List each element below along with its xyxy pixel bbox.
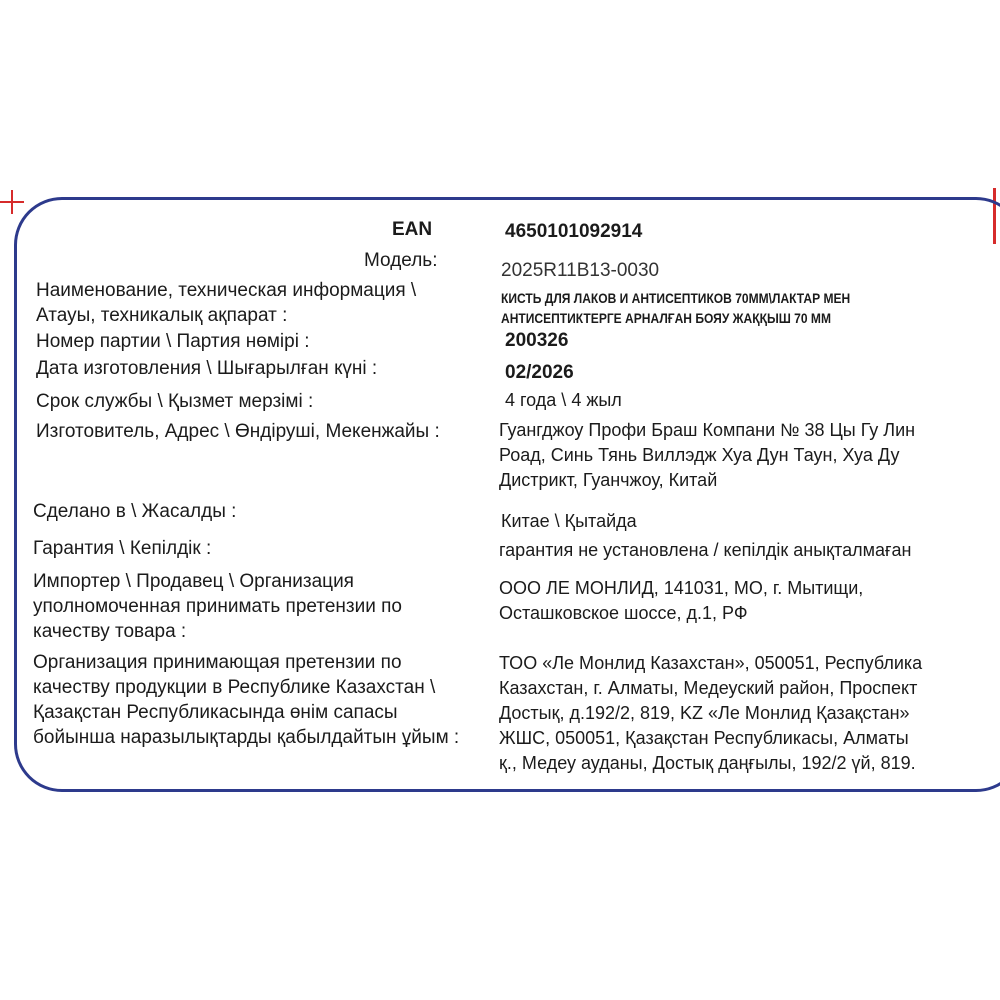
kz-org-value-line-3: Достық, д.192/2, 819, KZ «Ле Монлид Қазақстан»: [499, 703, 910, 723]
date-label: Дата изготовления \ Шығарылған күні :: [36, 358, 378, 379]
made-in-value: Китае \ Қытайда: [501, 511, 637, 531]
kz-org-label-line-2: качеству продукции в Республике Казахстан \: [33, 677, 436, 698]
manufacturer-value-line-1: Гуангджоу Профи Браш Компани № 38 Цы Гу Лин: [499, 420, 916, 440]
manufacturer-label: Изготовитель, Адрес \ Өндіруші, Мекенжайы :: [36, 421, 440, 442]
importer-label-line-3: качеству товара :: [33, 621, 187, 642]
service-life-label: Срок службы \ Қызмет мерзімі :: [36, 391, 314, 412]
model-label: Модель:: [364, 250, 438, 271]
kz-org-value-line-2: Казахстан, г. Алматы, Медеуский район, Проспект: [499, 678, 918, 698]
name-label-line-1: Наименование, техническая информация \: [36, 280, 417, 301]
service-life-value: 4 года \ 4 жыл: [505, 390, 622, 410]
importer-value-line-2: Осташковское шоссе, д.1, РФ: [499, 603, 748, 623]
kz-org-label-line-4: бойынша наразылықтарды қабылдайтын ұйым :: [33, 727, 460, 748]
crop-mark-plus-icon: [0, 190, 24, 214]
kz-org-value-line-5: қ., Медеу ауданы, Достық даңғылы, 192/2 үй, 819.: [499, 753, 916, 773]
model-value: 2025R11B13-0030: [501, 260, 660, 281]
batch-label: Номер партии \ Партия нөмірі :: [36, 331, 310, 352]
manufacturer-value-line-2: Роад, Синь Тянь Виллэдж Хуа Дун Таун, Хуа Ду: [499, 445, 900, 465]
kz-org-value-line-1: ТОО «Ле Монлид Казахстан», 050051, Республика: [499, 653, 923, 673]
batch-value: 200326: [505, 330, 569, 351]
ean-value: 4650101092914: [505, 221, 643, 242]
importer-label-line-1: Импортер \ Продавец \ Организация: [33, 571, 354, 592]
date-value: 02/2026: [505, 362, 574, 383]
importer-label-line-2: уполномоченная принимать претензии по: [33, 596, 402, 617]
kz-org-label-line-1: Организация принимающая претензии по: [33, 652, 402, 673]
warranty-label: Гарантия \ Кепілдік :: [33, 538, 212, 559]
ean-label: EAN: [392, 219, 433, 240]
name-value-line-1: КИСТЬ ДЛЯ ЛАКОВ И АНТИСЕПТИКОВ 70ММ\ЛАКТАР МЕН: [501, 290, 851, 306]
manufacturer-value-line-3: Дистрикт, Гуанчжоу, Китай: [499, 470, 718, 490]
made-in-label: Сделано в \ Жасалды :: [33, 501, 237, 522]
name-value-line-2: АНТИСЕПТИКТЕРГЕ АРНАЛҒАН БОЯУ ЖАҚҚЫШ 70 ММ: [501, 310, 831, 326]
warranty-value: гарантия не установлена / кепілдік анықталмаған: [499, 540, 912, 560]
kz-org-label-line-3: Қазақстан Республикасында өнім сапасы: [33, 702, 398, 723]
importer-value-line-1: ООО ЛЕ МОНЛИД, 141031, МО, г. Мытищи,: [499, 578, 864, 598]
name-label-line-2: Атауы, техникалық ақпарат :: [36, 305, 288, 326]
kz-org-value-line-4: ЖШС, 050051, Қазақстан Республикасы, Алматы: [499, 728, 909, 748]
